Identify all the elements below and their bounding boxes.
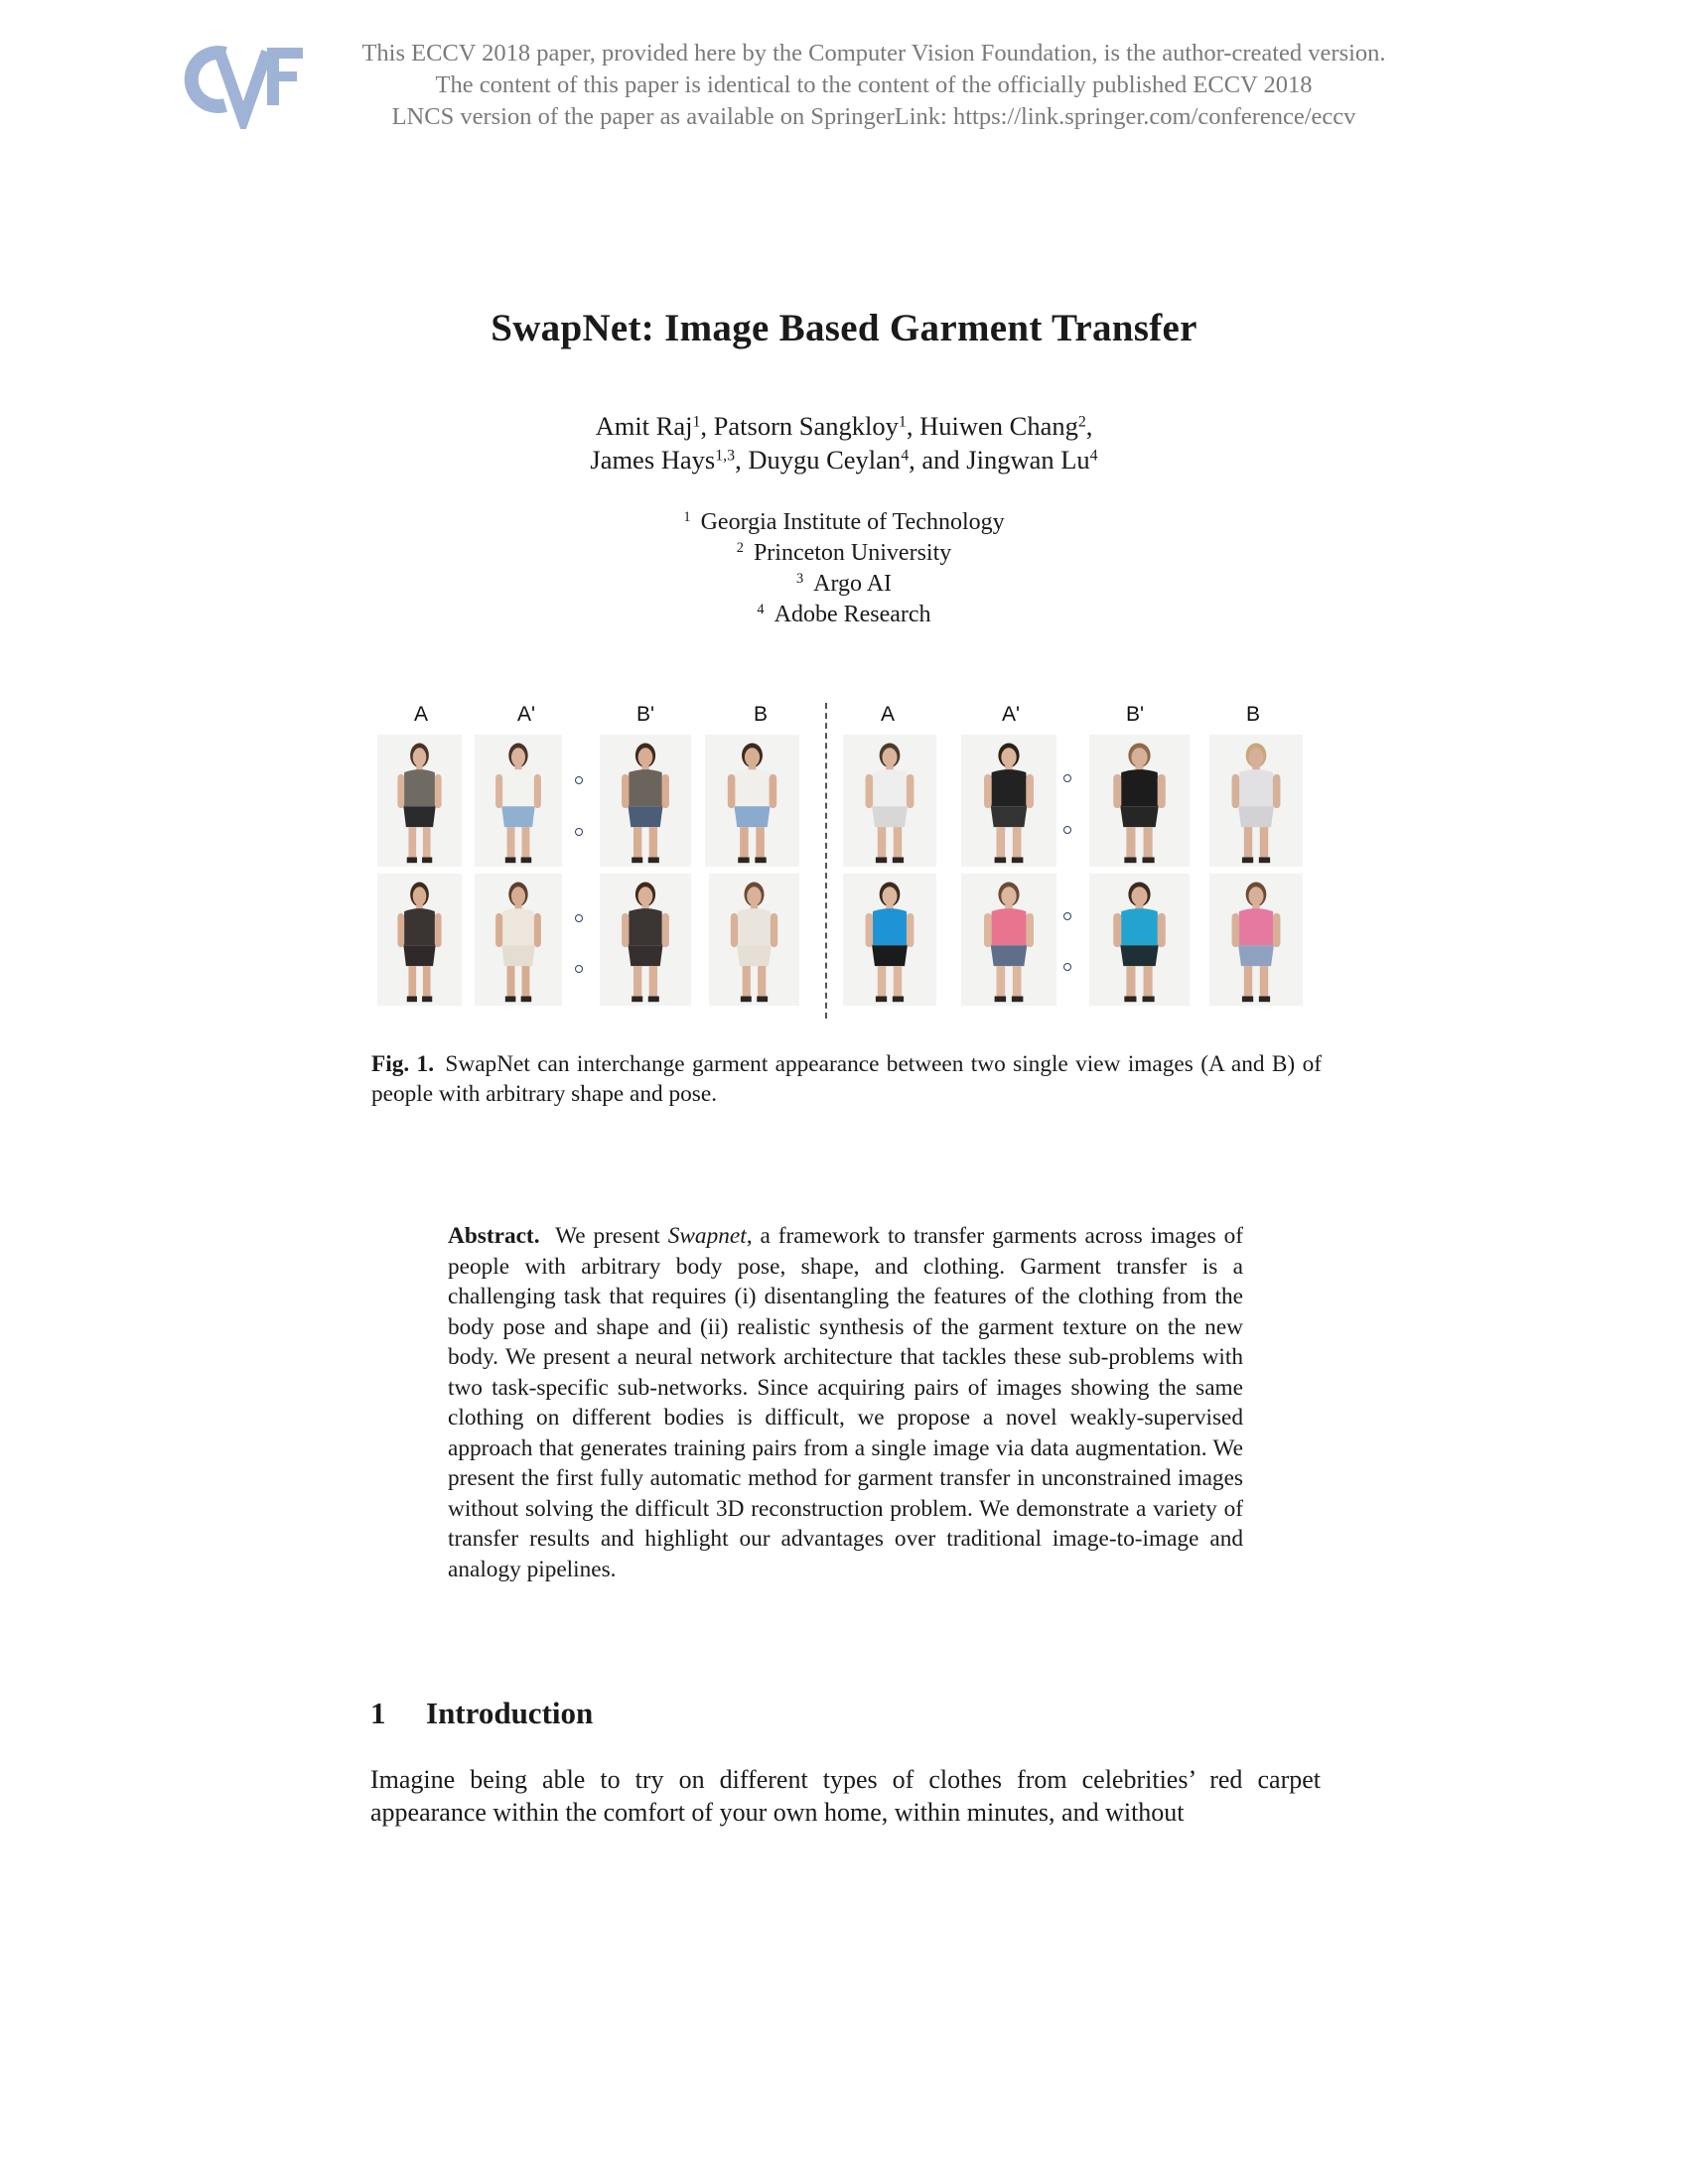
right-shoe <box>893 997 904 1003</box>
left-shoe <box>1124 997 1136 1003</box>
face-shape <box>1248 887 1263 905</box>
affiliation-number: 4 <box>757 602 765 618</box>
face-shape <box>638 887 653 905</box>
left-shoe <box>632 997 642 1003</box>
left-arm <box>866 774 874 808</box>
right-arm <box>1158 913 1166 947</box>
top-garment <box>403 769 437 806</box>
left-leg <box>507 966 515 998</box>
circle-marker <box>575 965 583 973</box>
abstract-label: Abstract. <box>448 1223 540 1249</box>
affiliation-item <box>0 507 1688 538</box>
right-leg <box>423 966 431 998</box>
author-name: Amit Raj <box>595 411 693 441</box>
person-silhouette <box>1089 874 1190 1006</box>
right-arm <box>435 913 442 947</box>
face-shape <box>413 748 427 766</box>
right-leg <box>522 827 530 859</box>
bottom-garment <box>501 945 534 966</box>
left-shoe <box>995 858 1007 864</box>
column-label: A' <box>516 703 536 726</box>
affiliation-name: Adobe Research <box>774 602 931 627</box>
right-arm <box>1273 774 1281 808</box>
figure-photo <box>709 874 799 1006</box>
face-shape <box>1131 887 1147 905</box>
left-leg <box>1126 966 1135 998</box>
face-shape <box>1131 748 1147 766</box>
right-leg <box>1260 827 1268 859</box>
column-label: A' <box>1001 703 1021 726</box>
column-label: A <box>880 703 895 726</box>
face-shape <box>1001 748 1016 766</box>
figure-photo <box>843 874 936 1006</box>
right-leg <box>894 827 902 859</box>
person-silhouette <box>475 735 562 867</box>
right-shoe <box>521 858 532 864</box>
abstract-emphasis: Swapnet <box>667 1223 747 1249</box>
face-shape <box>745 748 760 766</box>
bottom-garment <box>1120 806 1158 827</box>
affiliation-item <box>0 569 1688 600</box>
figure-photo <box>843 735 936 867</box>
left-shoe <box>738 858 749 864</box>
author-separator: , and <box>909 445 967 475</box>
author-affil-mark: 1,3 <box>715 447 736 465</box>
right-shoe <box>757 997 768 1003</box>
right-shoe <box>1143 858 1155 864</box>
column-label: A <box>413 703 428 726</box>
author-line-1 <box>0 409 1688 443</box>
circle-marker <box>1063 774 1071 782</box>
face-shape <box>511 748 525 766</box>
face-shape <box>882 748 897 766</box>
notice-line: LNCS version of the paper as available on SpringerLink: https://link.springer.com/conference/eccv <box>391 103 1356 130</box>
left-arm <box>984 913 992 947</box>
left-leg <box>740 827 749 859</box>
circle-marker <box>1063 963 1071 971</box>
top-garment <box>990 769 1028 806</box>
left-shoe <box>1124 858 1136 864</box>
face-shape <box>511 887 525 905</box>
figure-photo <box>1209 874 1303 1006</box>
bottom-garment <box>734 806 770 827</box>
right-arm <box>662 774 669 808</box>
person-silhouette <box>475 874 562 1006</box>
person-silhouette <box>600 735 691 867</box>
person-silhouette <box>1209 874 1303 1006</box>
figure-photo <box>1089 735 1190 867</box>
notice-line: This ECCV 2018 paper, provided here by the Computer Vision Foundation, is the author-created version. <box>361 40 1386 67</box>
top-garment <box>1237 769 1275 806</box>
right-shoe <box>1012 997 1024 1003</box>
right-arm <box>1026 774 1034 808</box>
top-garment <box>500 908 535 945</box>
right-arm <box>1273 913 1281 947</box>
right-leg <box>649 827 657 859</box>
abstract-text-start: We present <box>555 1223 660 1249</box>
bottom-garment <box>629 945 663 966</box>
top-garment <box>628 769 664 806</box>
author-separator: , <box>1085 411 1093 441</box>
top-garment <box>871 769 909 806</box>
left-leg <box>878 827 886 859</box>
author-separator: , <box>700 411 714 441</box>
top-garment <box>628 908 664 945</box>
column-label: B' <box>1125 703 1145 726</box>
author-affil-mark: 1 <box>898 413 907 431</box>
right-leg <box>423 827 431 859</box>
left-arm <box>866 913 874 947</box>
affiliation-list <box>0 507 1688 630</box>
bottom-garment <box>872 806 908 827</box>
right-shoe <box>1259 858 1270 864</box>
cvf-logo <box>182 40 305 129</box>
bottom-garment <box>403 806 435 827</box>
left-leg <box>1126 827 1135 859</box>
right-arm <box>534 774 541 808</box>
left-shoe <box>876 858 887 864</box>
caption-text: SwapNet can interchange garment appearance between two single view images (A and B) of people with arbitrary shape and pose. <box>371 1051 1322 1107</box>
left-shoe <box>407 858 417 864</box>
right-arm <box>907 774 914 808</box>
figure-photo <box>705 735 799 867</box>
left-leg <box>507 827 515 859</box>
right-leg <box>1013 966 1022 998</box>
figure-photo <box>1089 874 1190 1006</box>
right-arm <box>435 774 442 808</box>
right-shoe <box>893 858 904 864</box>
left-arm <box>397 913 404 947</box>
person-silhouette <box>600 874 691 1006</box>
face-shape <box>1248 748 1263 766</box>
left-shoe <box>995 997 1007 1003</box>
affiliation-number: 1 <box>683 509 691 526</box>
right-leg <box>649 966 657 998</box>
left-leg <box>633 827 641 859</box>
affiliation-item <box>0 538 1688 569</box>
right-leg <box>1013 827 1022 859</box>
person-silhouette <box>961 735 1056 867</box>
right-arm <box>907 913 914 947</box>
right-leg <box>1260 966 1268 998</box>
affiliation-number: 2 <box>736 540 744 557</box>
left-shoe <box>505 858 516 864</box>
left-shoe <box>1242 997 1253 1003</box>
bottom-garment <box>991 806 1027 827</box>
left-arm <box>495 913 502 947</box>
section-heading <box>370 1696 593 1731</box>
abstract-text-body: , a framework to transfer garments across images of people with arbitrary body pose, shape, and clothing. Garment transfer is a challenging task that requires (i) disentangling the features of the clothing from the body pose and shape and (ii) realistic synthesis of the garment texture on the new body. We present a neural network architecture that tackles these sub-problems with two task-specific sub-networks. Since acquiring pairs of images showing the same clothing on different bodies is difficult, we propose a novel weakly-supervised approach that generates training pairs from a single image via data augmentation. We present the first fully automatic method for garment transfer in unconstrained images without solving the difficult 3D reconstruction problem. We demonstrate a variety of transfer results and highlight our advantages over traditional image-to-image and analogy pipelines. <box>448 1223 1244 1582</box>
right-shoe <box>1259 997 1270 1003</box>
left-arm <box>622 913 629 947</box>
left-shoe <box>505 997 516 1003</box>
right-leg <box>1144 966 1153 998</box>
top-garment <box>1237 908 1275 945</box>
person-silhouette <box>843 735 936 867</box>
author-affil-mark: 4 <box>901 447 910 465</box>
left-leg <box>997 827 1006 859</box>
top-garment <box>734 769 772 806</box>
right-leg <box>1144 827 1153 859</box>
left-arm <box>1113 774 1121 808</box>
person-silhouette <box>843 874 936 1006</box>
paper-title: SwapNet: Image Based Garment Transfer <box>491 307 1197 349</box>
left-arm <box>1113 913 1121 947</box>
right-shoe <box>1012 858 1024 864</box>
right-shoe <box>521 997 532 1003</box>
right-leg <box>758 966 766 998</box>
person-silhouette <box>1209 735 1303 867</box>
author-name: Jingwan Lu <box>966 445 1090 475</box>
circle-marker <box>575 776 583 784</box>
left-leg <box>1244 966 1252 998</box>
bottom-garment <box>991 945 1027 966</box>
author-name: James Hays <box>590 445 716 475</box>
affiliation-item <box>0 600 1688 630</box>
left-shoe <box>741 997 752 1003</box>
bottom-garment <box>403 945 435 966</box>
right-arm <box>770 774 777 808</box>
affiliation-name: Georgia Institute of Technology <box>700 509 1005 535</box>
notice-line: The content of this paper is identical to the content of the officially published ECCV 2018 <box>435 71 1313 98</box>
intro-paragraph: Imagine being able to try on different types of clothes from celebrities’ red carpet appearance within the comfort of your own home, within minutes, and without <box>370 1765 1321 1827</box>
left-arm <box>397 774 404 808</box>
bottom-garment <box>1238 806 1274 827</box>
left-shoe <box>1242 858 1253 864</box>
top-garment <box>403 908 437 945</box>
bottom-garment <box>501 806 534 827</box>
left-leg <box>408 827 416 859</box>
left-leg <box>878 966 886 998</box>
right-leg <box>522 966 530 998</box>
bottom-garment <box>872 945 908 966</box>
left-arm <box>1232 913 1240 947</box>
right-arm <box>771 913 777 947</box>
person-silhouette <box>705 735 799 867</box>
left-leg <box>1244 827 1252 859</box>
column-label: B <box>753 703 768 726</box>
top-garment <box>1119 769 1159 806</box>
right-leg <box>894 966 902 998</box>
face-shape <box>638 748 653 766</box>
affiliation-number: 3 <box>795 571 804 588</box>
left-shoe <box>407 997 417 1003</box>
author-affil-mark: 2 <box>1077 413 1086 431</box>
author-separator: , <box>735 445 749 475</box>
top-garment <box>990 908 1028 945</box>
person-silhouette <box>709 874 799 1006</box>
figure-photo <box>475 874 562 1006</box>
right-shoe <box>648 858 659 864</box>
author-name: Huiwen Chang <box>919 411 1078 441</box>
author-name: Patsorn Sangkloy <box>713 411 899 441</box>
top-garment <box>871 908 909 945</box>
circle-marker <box>575 828 583 836</box>
right-leg <box>756 827 765 859</box>
left-shoe <box>876 997 887 1003</box>
figure-photo <box>961 735 1056 867</box>
column-label: B' <box>635 703 655 726</box>
author-line-2 <box>0 443 1688 477</box>
bottom-garment <box>737 945 772 966</box>
affiliation-name: Argo AI <box>813 571 893 597</box>
figure-photo <box>475 735 562 867</box>
author-list <box>0 409 1688 477</box>
bottom-garment <box>1120 945 1158 966</box>
author-affil-mark: 1 <box>692 413 701 431</box>
top-garment <box>500 769 535 806</box>
caption-label: Fig. 1. <box>371 1051 435 1077</box>
left-arm <box>731 913 738 947</box>
figure-photo <box>1209 735 1303 867</box>
right-shoe <box>422 858 432 864</box>
right-arm <box>1026 913 1034 947</box>
figure-divider <box>825 703 827 1019</box>
left-arm <box>495 774 502 808</box>
face-shape <box>1001 887 1016 905</box>
bottom-garment <box>1238 945 1274 966</box>
face-shape <box>413 887 427 905</box>
person-silhouette <box>1089 735 1190 867</box>
figure-photo <box>600 874 691 1006</box>
circle-marker <box>1063 912 1071 920</box>
right-shoe <box>1143 997 1155 1003</box>
face-shape <box>882 887 897 905</box>
left-arm <box>728 774 736 808</box>
author-name: Duygu Ceylan <box>748 445 902 475</box>
right-arm <box>662 913 669 947</box>
figure-photo <box>377 874 462 1006</box>
left-leg <box>408 966 416 998</box>
column-label: B <box>1245 703 1260 726</box>
affiliation-name: Princeton University <box>753 540 952 566</box>
figure-photo <box>600 735 691 867</box>
left-leg <box>997 966 1006 998</box>
top-garment <box>736 908 772 945</box>
section-number: 1 <box>370 1696 386 1730</box>
face-shape <box>747 887 762 905</box>
left-arm <box>984 774 992 808</box>
circle-marker <box>1063 826 1071 834</box>
author-separator: , <box>906 411 920 441</box>
person-silhouette <box>377 735 462 867</box>
cvf-notice <box>328 38 1420 133</box>
right-shoe <box>648 997 659 1003</box>
left-shoe <box>632 858 642 864</box>
top-garment <box>1119 908 1159 945</box>
left-arm <box>622 774 629 808</box>
figure-photo <box>961 874 1056 1006</box>
figure-photo <box>377 735 462 867</box>
figure-caption <box>371 1049 1322 1109</box>
left-leg <box>743 966 751 998</box>
author-affil-mark: 4 <box>1089 447 1098 465</box>
abstract <box>448 1221 1243 1584</box>
right-shoe <box>755 858 766 864</box>
left-arm <box>1232 774 1240 808</box>
figure-1 <box>375 703 1311 1021</box>
left-leg <box>633 966 641 998</box>
right-shoe <box>422 997 432 1003</box>
bottom-garment <box>629 806 663 827</box>
right-arm <box>534 913 541 947</box>
right-arm <box>1158 774 1166 808</box>
person-silhouette <box>961 874 1056 1006</box>
section-title: Introduction <box>426 1696 594 1730</box>
person-silhouette <box>377 874 462 1006</box>
circle-marker <box>575 914 583 922</box>
